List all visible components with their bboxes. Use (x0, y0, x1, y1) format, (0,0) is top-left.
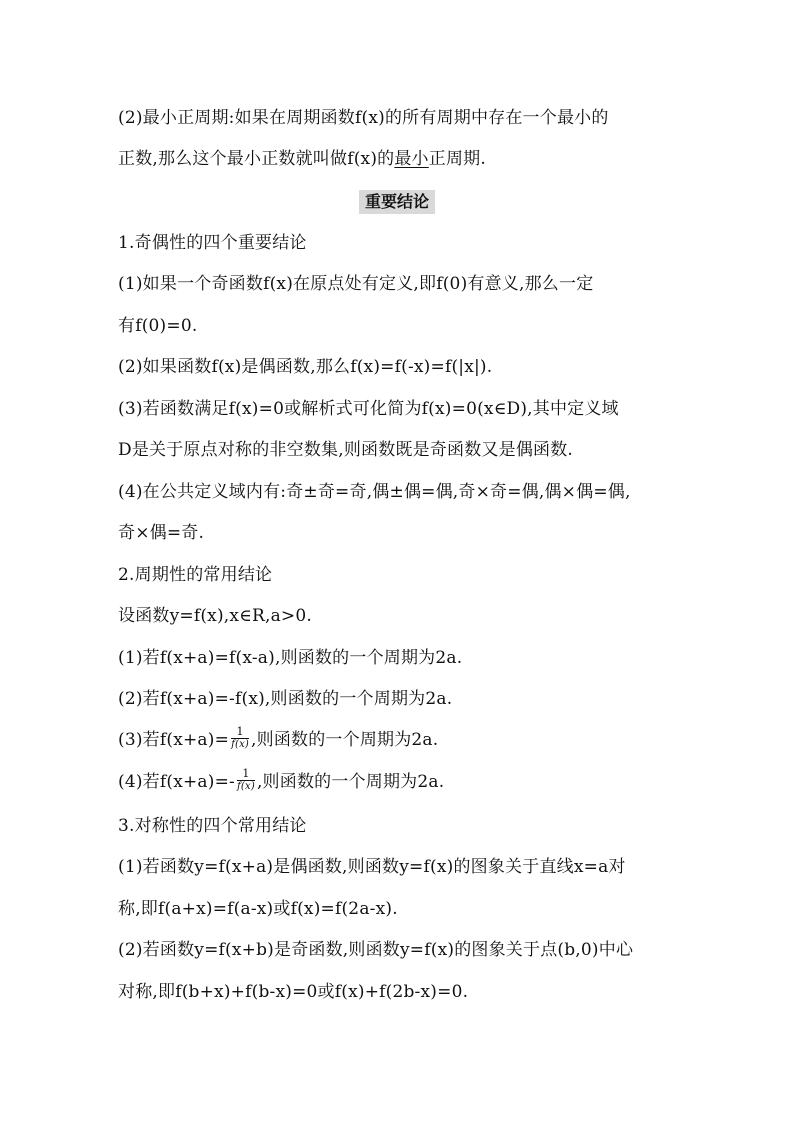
section-heading-wrap (0, 190, 794, 214)
section-2-item-1: (1)若f(x+a)=f(x-a),则函数的一个周期为2a. (118, 648, 463, 668)
section-2-item-3-tail: ,则函数的一个周期为2a. (251, 730, 439, 750)
section-2-title: 2.周期性的常用结论 (118, 565, 273, 585)
definition-2-tail: 正周期. (428, 149, 486, 169)
section-3-item-1-line-2: 称,即f(a+x)=f(a-x)或f(x)=f(2a-x). (118, 899, 398, 919)
section-2-item-4-text: (4)若f(x+a)=- (118, 772, 235, 792)
definition-2-text: 正数,那么这个最小正数就叫做f(x)的 (118, 149, 395, 169)
section-3-title: 3.对称性的四个常用结论 (118, 816, 307, 836)
section-3-item-1-line-1: (1)若函数y=f(x+a)是偶函数,则函数y=f(x)的图象关于直线x=a对 (118, 857, 626, 877)
fraction (237, 768, 255, 793)
section-1-item-2: (2)如果函数f(x)是偶函数,那么f(x)=f(-x)=f(|x|). (118, 357, 493, 377)
section-2-item-3 (118, 725, 439, 753)
section-3-item-2-line-2: 对称,即f(b+x)+f(b-x)=0或f(x)+f(2b-x)=0. (118, 982, 469, 1002)
fraction (231, 726, 249, 751)
section-1-item-4-line-1: (4)在公共定义域内有:奇±奇=奇,偶±偶=偶,奇×奇=偶,偶×偶=偶, (118, 482, 631, 502)
definition-2-line-2 (118, 147, 486, 171)
fraction-numerator: 1 (231, 726, 249, 739)
definition-2-line-1: (2)最小正周期:如果在周期函数f(x)的所有周期中存在一个最小的 (118, 108, 609, 128)
section-1-item-3-line-2: D是关于原点对称的非空数集,则函数既是奇函数又是偶函数. (118, 440, 574, 460)
section-3-item-2-line-1: (2)若函数y=f(x+b)是奇函数,则函数y=f(x)的图象关于点(b,0)中心 (118, 940, 634, 960)
section-1-item-1-line-1: (1)如果一个奇函数f(x)在原点处有定义,即f(0)有意义,那么一定 (118, 274, 594, 294)
section-2-item-4 (118, 767, 445, 795)
section-2-item-4-tail: ,则函数的一个周期为2a. (256, 772, 445, 792)
section-2-item-2: (2)若f(x+a)=-f(x),则函数的一个周期为2a. (118, 689, 453, 709)
section-2-intro: 设函数y=f(x),x∈R,a>0. (118, 606, 312, 626)
section-1-title: 1.奇偶性的四个重要结论 (118, 233, 307, 253)
section-2-item-3-text: (3)若f(x+a)= (118, 730, 230, 750)
section-heading: 重要结论 (359, 190, 435, 214)
underlined-term: 最小 (394, 149, 429, 169)
section-1-item-3-line-1: (3)若函数满足f(x)=0或解析式可化简为f(x)=0(x∈D),其中定义域 (118, 399, 619, 419)
section-1-item-4-line-2: 奇×偶=奇. (118, 523, 205, 543)
fraction-denominator: f(x) (237, 781, 255, 792)
fraction-numerator: 1 (237, 768, 255, 781)
section-1-item-1-line-2: 有f(0)=0. (118, 316, 198, 336)
fraction-denominator: f(x) (231, 739, 250, 750)
